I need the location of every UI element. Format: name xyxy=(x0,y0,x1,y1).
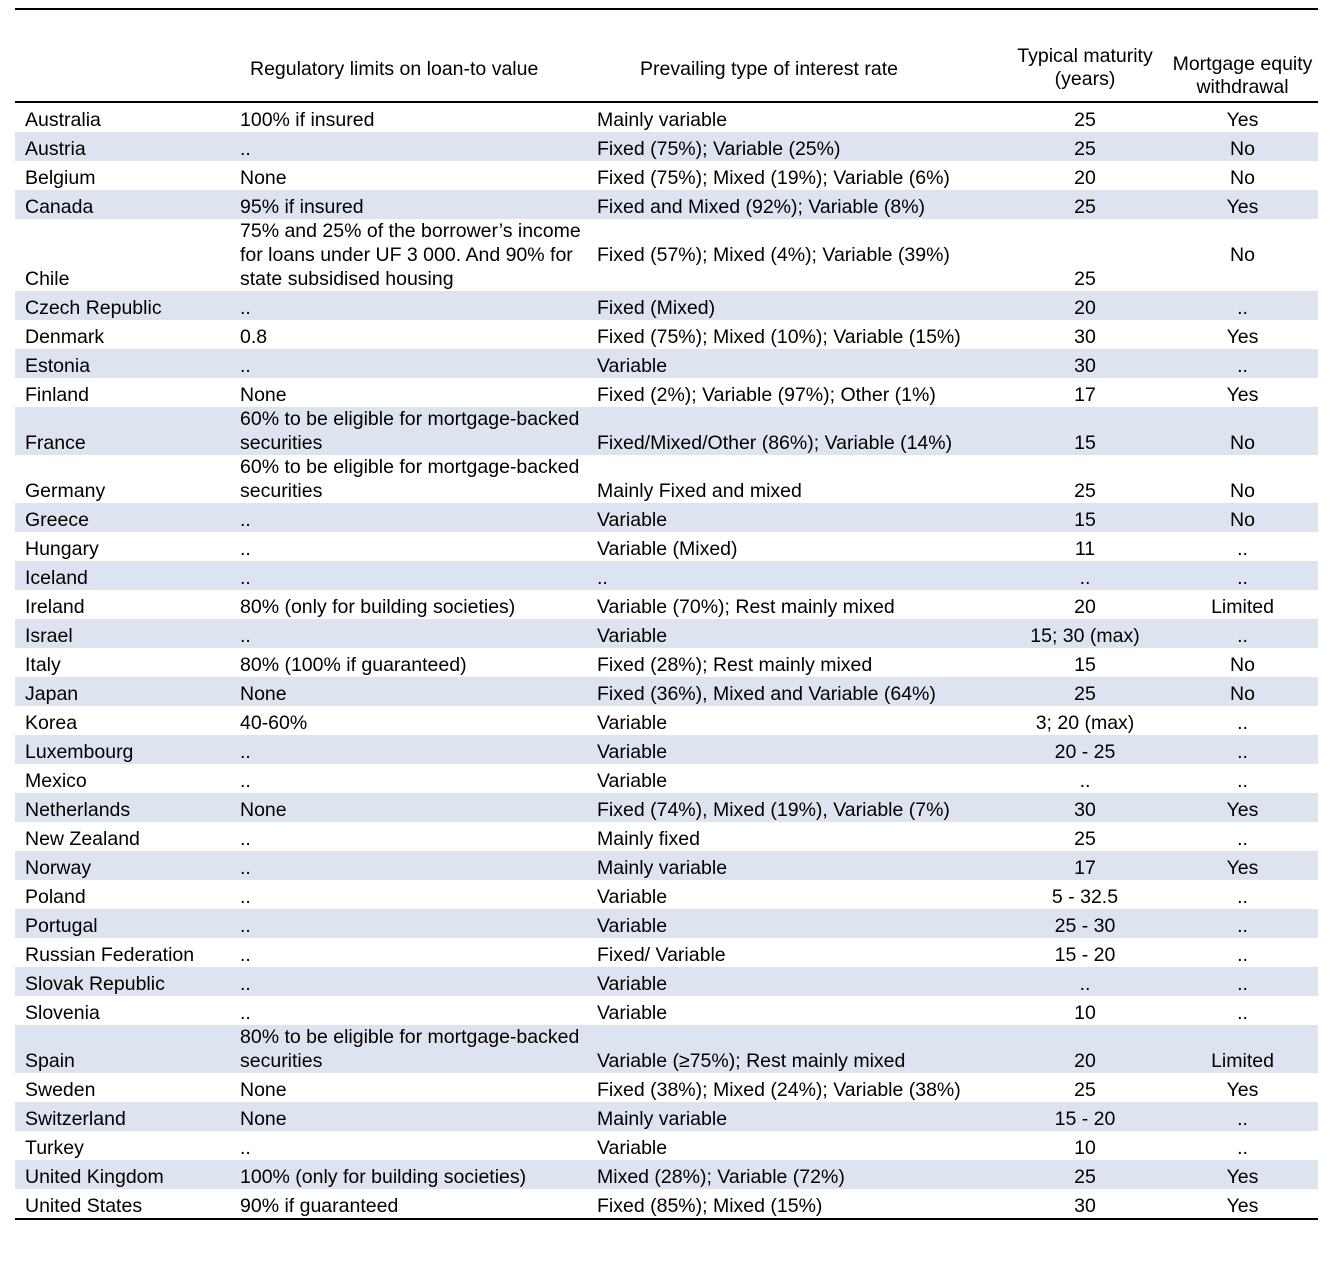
loan-to-value-cell: 75% and 25% of the borrower’s income for loans under UF 3 000. And 90% for state subsidised housing xyxy=(240,220,581,290)
country-cell: Russian Federation xyxy=(25,944,195,966)
typical-maturity-cell: 15 - 20 xyxy=(1054,944,1116,966)
loan-to-value-cell: .. xyxy=(240,770,251,792)
mortgage-equity-withdrawal-cell: No xyxy=(1230,167,1255,189)
loan-to-value-cell: .. xyxy=(240,625,251,647)
typical-maturity-cell: 10 xyxy=(1074,1137,1096,1159)
interest-rate-type-cell: Mainly Fixed and mixed xyxy=(597,480,802,502)
loan-to-value-cell: .. xyxy=(240,886,251,908)
loan-to-value-cell: .. xyxy=(240,1002,251,1024)
loan-to-value-cell: .. xyxy=(240,1137,251,1159)
typical-maturity-cell: 30 xyxy=(1074,355,1096,377)
typical-maturity-cell: 15 xyxy=(1074,509,1096,531)
loan-to-value-cell: None xyxy=(240,384,287,406)
typical-maturity-cell: 25 xyxy=(1074,268,1096,290)
table-row xyxy=(15,735,1318,764)
interest-rate-type-cell: Fixed (74%), Mixed (19%), Variable (7%) xyxy=(597,799,950,821)
mortgage-equity-withdrawal-cell: .. xyxy=(1237,297,1248,319)
loan-to-value-cell: None xyxy=(240,167,287,189)
typical-maturity-cell: 11 xyxy=(1074,538,1096,560)
country-cell: Finland xyxy=(25,384,89,406)
country-cell: Estonia xyxy=(25,355,91,377)
loan-to-value-cell: 90% if guaranteed xyxy=(240,1195,399,1217)
typical-maturity-cell: 25 xyxy=(1074,1166,1096,1188)
typical-maturity-cell: 20 - 25 xyxy=(1054,741,1116,763)
table-row xyxy=(15,677,1318,706)
table-row xyxy=(15,291,1318,320)
interest-rate-type-cell: Variable xyxy=(597,625,668,647)
typical-maturity-cell: 20 xyxy=(1074,596,1096,618)
mortgage-equity-withdrawal-cell: No xyxy=(1230,683,1255,705)
interest-rate-type-cell: Mainly fixed xyxy=(597,828,700,850)
typical-maturity-cell: 15 xyxy=(1074,654,1096,676)
mortgage-equity-withdrawal-cell: .. xyxy=(1237,915,1248,937)
country-cell: New Zealand xyxy=(25,828,140,850)
mortgage-equity-withdrawal-cell: .. xyxy=(1237,944,1248,966)
mortgage-equity-withdrawal-cell: .. xyxy=(1237,973,1248,995)
typical-maturity-cell: 20 xyxy=(1074,167,1096,189)
country-cell: Mexico xyxy=(25,770,87,792)
mortgage-equity-withdrawal-cell: Limited xyxy=(1211,1050,1274,1072)
interest-rate-type-cell: Variable xyxy=(597,1002,668,1024)
loan-to-value-cell: None xyxy=(240,1079,287,1101)
loan-to-value-cell: None xyxy=(240,683,287,705)
country-cell: Belgium xyxy=(25,167,96,189)
loan-to-value-cell: .. xyxy=(240,538,251,560)
table-row xyxy=(15,909,1318,938)
mortgage-equity-withdrawal-cell: Yes xyxy=(1226,326,1259,348)
table-row xyxy=(15,706,1318,735)
mortgage-equity-withdrawal-cell: .. xyxy=(1237,1108,1248,1130)
mortgage-equity-withdrawal-cell: Yes xyxy=(1226,196,1259,218)
typical-maturity-cell: .. xyxy=(1079,973,1091,995)
interest-rate-type-cell: Fixed (36%), Mixed and Variable (64%) xyxy=(597,683,936,705)
mortgage-equity-withdrawal-cell: .. xyxy=(1237,1137,1248,1159)
interest-rate-type-cell: Variable xyxy=(597,355,668,377)
country-cell: Switzerland xyxy=(25,1108,126,1130)
mortgage-equity-withdrawal-cell: .. xyxy=(1237,1002,1248,1024)
loan-to-value-cell: 95% if insured xyxy=(240,196,364,218)
mortgage-equity-withdrawal-cell: Yes xyxy=(1226,1195,1259,1217)
table-row xyxy=(15,503,1318,532)
country-cell: Canada xyxy=(25,196,94,218)
interest-rate-type-cell: Mainly variable xyxy=(597,1108,728,1130)
header-mortgage-equity-withdrawal: Mortgage equity withdrawal xyxy=(1172,53,1313,98)
interest-rate-type-cell: Fixed (Mixed) xyxy=(597,297,716,319)
table-row xyxy=(15,407,1318,455)
mortgage-equity-withdrawal-cell: No xyxy=(1230,244,1255,266)
typical-maturity-cell: 25 xyxy=(1074,1079,1096,1101)
table-row xyxy=(15,619,1318,648)
mortgage-equity-withdrawal-cell: No xyxy=(1230,654,1255,676)
mortgage-equity-withdrawal-cell: Yes xyxy=(1226,1079,1259,1101)
interest-rate-type-cell: Variable xyxy=(597,770,668,792)
country-cell: Sweden xyxy=(25,1079,96,1101)
country-cell: Germany xyxy=(25,480,106,502)
mortgage-equity-withdrawal-cell: No xyxy=(1230,509,1255,531)
interest-rate-type-cell: Variable xyxy=(597,712,668,734)
table-row xyxy=(15,822,1318,851)
mortgage-equity-withdrawal-cell: .. xyxy=(1237,712,1248,734)
typical-maturity-cell: 15 - 20 xyxy=(1054,1108,1116,1130)
header-typical-maturity: Typical maturity (years) xyxy=(1017,45,1153,90)
country-cell: United States xyxy=(25,1195,143,1217)
interest-rate-type-cell: Variable xyxy=(597,741,668,763)
interest-rate-type-cell: Fixed/ Variable xyxy=(597,944,726,966)
mortgage-equity-withdrawal-cell: .. xyxy=(1237,538,1248,560)
mortgage-equity-withdrawal-cell: .. xyxy=(1237,567,1248,589)
table-row xyxy=(15,648,1318,677)
mortgage-equity-withdrawal-cell: .. xyxy=(1237,828,1248,850)
typical-maturity-cell: 17 xyxy=(1074,384,1096,406)
table-body xyxy=(15,102,1318,1219)
table-row xyxy=(15,1102,1318,1131)
interest-rate-type-cell: Fixed (57%); Mixed (4%); Variable (39%) xyxy=(597,244,950,266)
typical-maturity-cell: 17 xyxy=(1074,857,1096,879)
mortgage-equity-withdrawal-cell: Yes xyxy=(1226,109,1259,131)
interest-rate-type-cell: Variable xyxy=(597,915,668,937)
typical-maturity-cell: 25 xyxy=(1074,196,1096,218)
country-cell: United Kingdom xyxy=(25,1166,164,1188)
mortgage-equity-withdrawal-cell: .. xyxy=(1237,886,1248,908)
mortgage-equity-withdrawal-cell: No xyxy=(1230,138,1255,160)
mortgage-equity-withdrawal-cell: No xyxy=(1230,480,1255,502)
mortgage-equity-withdrawal-cell: Yes xyxy=(1226,1166,1259,1188)
typical-maturity-cell: 30 xyxy=(1074,799,1096,821)
typical-maturity-cell: 25 xyxy=(1074,109,1096,131)
loan-to-value-cell: 80% to be eligible for mortgage-backed securities xyxy=(240,1026,580,1072)
country-cell: Turkey xyxy=(25,1137,84,1159)
typical-maturity-cell: 3; 20 (max) xyxy=(1035,712,1135,734)
country-cell: Korea xyxy=(25,712,78,734)
typical-maturity-cell: 20 xyxy=(1074,1050,1096,1072)
loan-to-value-cell: 40-60% xyxy=(240,712,308,734)
typical-maturity-cell: 15; 30 (max) xyxy=(1030,625,1140,647)
country-cell: Italy xyxy=(25,654,61,676)
table-row xyxy=(15,349,1318,378)
typical-maturity-cell: 10 xyxy=(1074,1002,1096,1024)
country-cell: Slovenia xyxy=(25,1002,100,1024)
interest-rate-type-cell: Mainly variable xyxy=(597,109,728,131)
table-row xyxy=(15,793,1318,822)
typical-maturity-cell: .. xyxy=(1079,770,1091,792)
loan-to-value-cell: .. xyxy=(240,355,251,377)
header-country xyxy=(15,9,228,102)
country-cell: Luxembourg xyxy=(25,741,134,763)
country-cell: Denmark xyxy=(25,326,105,348)
loan-to-value-cell: 0.8 xyxy=(240,326,268,348)
country-cell: Norway xyxy=(25,857,92,879)
loan-to-value-cell: .. xyxy=(240,138,251,160)
interest-rate-type-cell: Variable (70%); Rest mainly mixed xyxy=(597,596,895,618)
mortgage-characteristics-table xyxy=(15,8,1318,1220)
loan-to-value-cell: .. xyxy=(240,915,251,937)
table-row xyxy=(15,1160,1318,1189)
country-cell: Slovak Republic xyxy=(25,973,165,995)
country-cell: Poland xyxy=(25,886,86,908)
interest-rate-type-cell: Fixed (75%); Mixed (10%); Variable (15%) xyxy=(597,326,961,348)
interest-rate-type-cell: Mainly variable xyxy=(597,857,728,879)
loan-to-value-cell: .. xyxy=(240,828,251,850)
typical-maturity-cell: 30 xyxy=(1074,1195,1096,1217)
typical-maturity-cell: 25 xyxy=(1074,683,1096,705)
loan-to-value-cell: .. xyxy=(240,567,251,589)
table-row xyxy=(15,764,1318,793)
mortgage-equity-withdrawal-cell: Limited xyxy=(1211,596,1274,618)
loan-to-value-cell: .. xyxy=(240,857,251,879)
country-cell: Czech Republic xyxy=(25,297,162,319)
table-row xyxy=(15,132,1318,161)
interest-rate-type-cell: Fixed (38%); Mixed (24%); Variable (38%) xyxy=(597,1079,961,1101)
country-cell: Netherlands xyxy=(25,799,131,821)
table-row xyxy=(15,455,1318,503)
interest-rate-type-cell: .. xyxy=(597,567,608,589)
country-cell: Australia xyxy=(25,109,101,131)
interest-rate-type-cell: Fixed (2%); Variable (97%); Other (1%) xyxy=(597,384,936,406)
country-cell: France xyxy=(25,432,86,454)
country-cell: Portugal xyxy=(25,915,98,937)
table-header xyxy=(15,9,1318,102)
table-row xyxy=(15,880,1318,909)
mortgage-table-container xyxy=(15,8,1318,1220)
loan-to-value-cell: None xyxy=(240,799,287,821)
table-row xyxy=(15,320,1318,349)
loan-to-value-cell: .. xyxy=(240,973,251,995)
table-row xyxy=(15,561,1318,590)
interest-rate-type-cell: Variable xyxy=(597,973,668,995)
mortgage-equity-withdrawal-cell: .. xyxy=(1237,741,1248,763)
loan-to-value-cell: 80% (100% if guaranteed) xyxy=(240,654,467,676)
interest-rate-type-cell: Fixed (75%); Variable (25%) xyxy=(597,138,841,160)
loan-to-value-cell: 100% (only for building societies) xyxy=(240,1166,527,1188)
header-interest-rate-type: Prevailing type of interest rate xyxy=(640,58,898,80)
typical-maturity-cell: 25 xyxy=(1074,828,1096,850)
interest-rate-type-cell: Variable xyxy=(597,1137,668,1159)
interest-rate-type-cell: Fixed/Mixed/Other (86%); Variable (14%) xyxy=(597,432,953,454)
typical-maturity-cell: 5 - 32.5 xyxy=(1051,886,1119,908)
interest-rate-type-cell: Fixed (75%); Mixed (19%); Variable (6%) xyxy=(597,167,950,189)
country-cell: Spain xyxy=(25,1050,75,1072)
country-cell: Iceland xyxy=(25,567,88,589)
interest-rate-type-cell: Fixed and Mixed (92%); Variable (8%) xyxy=(597,196,926,218)
mortgage-equity-withdrawal-cell: No xyxy=(1230,432,1255,454)
table-row xyxy=(15,532,1318,561)
country-cell: Chile xyxy=(25,268,70,290)
table-row xyxy=(15,851,1318,880)
interest-rate-type-cell: Variable (Mixed) xyxy=(597,538,738,560)
loan-to-value-cell: .. xyxy=(240,944,251,966)
table-row xyxy=(15,219,1318,291)
loan-to-value-cell: 100% if insured xyxy=(240,109,375,131)
table-row xyxy=(15,1073,1318,1102)
table-row xyxy=(15,996,1318,1025)
header-row xyxy=(15,9,1318,102)
mortgage-equity-withdrawal-cell: .. xyxy=(1237,625,1248,647)
country-cell: Israel xyxy=(25,625,73,647)
loan-to-value-cell: None xyxy=(240,1108,287,1130)
typical-maturity-cell: 25 - 30 xyxy=(1054,915,1116,937)
loan-to-value-cell: 60% to be eligible for mortgage-backed securities xyxy=(240,408,580,454)
table-row xyxy=(15,378,1318,407)
table-row xyxy=(15,967,1318,996)
typical-maturity-cell: 30 xyxy=(1074,326,1096,348)
interest-rate-type-cell: Variable xyxy=(597,886,668,908)
loan-to-value-cell: .. xyxy=(240,741,251,763)
table-row xyxy=(15,102,1318,132)
table-row xyxy=(15,1189,1318,1219)
typical-maturity-cell: .. xyxy=(1079,567,1091,589)
mortgage-equity-withdrawal-cell: .. xyxy=(1237,770,1248,792)
country-cell: Ireland xyxy=(25,596,85,618)
interest-rate-type-cell: Fixed (85%); Mixed (15%) xyxy=(597,1195,823,1217)
table-row xyxy=(15,590,1318,619)
interest-rate-type-cell: Variable xyxy=(597,509,668,531)
typical-maturity-cell: 25 xyxy=(1074,138,1096,160)
country-cell: Greece xyxy=(25,509,89,531)
loan-to-value-cell: 60% to be eligible for mortgage-backed securities xyxy=(240,456,580,502)
header-loan-to-value: Regulatory limits on loan-to value xyxy=(250,58,539,80)
mortgage-equity-withdrawal-cell: .. xyxy=(1237,355,1248,377)
country-cell: Japan xyxy=(25,683,79,705)
country-cell: Austria xyxy=(25,138,86,160)
mortgage-equity-withdrawal-cell: Yes xyxy=(1226,799,1259,821)
table-row xyxy=(15,1025,1318,1073)
loan-to-value-cell: .. xyxy=(240,297,251,319)
loan-to-value-cell: 80% (only for building societies) xyxy=(240,596,516,618)
country-cell: Hungary xyxy=(25,538,99,560)
mortgage-equity-withdrawal-cell: Yes xyxy=(1226,857,1259,879)
typical-maturity-cell: 25 xyxy=(1074,480,1096,502)
table-row xyxy=(15,190,1318,219)
interest-rate-type-cell: Fixed (28%); Rest mainly mixed xyxy=(597,654,873,676)
table-row xyxy=(15,1131,1318,1160)
interest-rate-type-cell: Variable (≥75%); Rest mainly mixed xyxy=(597,1050,906,1072)
loan-to-value-cell: .. xyxy=(240,509,251,531)
typical-maturity-cell: 15 xyxy=(1074,432,1096,454)
interest-rate-type-cell: Mixed (28%); Variable (72%) xyxy=(597,1166,845,1188)
table-row xyxy=(15,938,1318,967)
table-row xyxy=(15,161,1318,190)
mortgage-equity-withdrawal-cell: Yes xyxy=(1226,384,1259,406)
typical-maturity-cell: 20 xyxy=(1074,297,1096,319)
